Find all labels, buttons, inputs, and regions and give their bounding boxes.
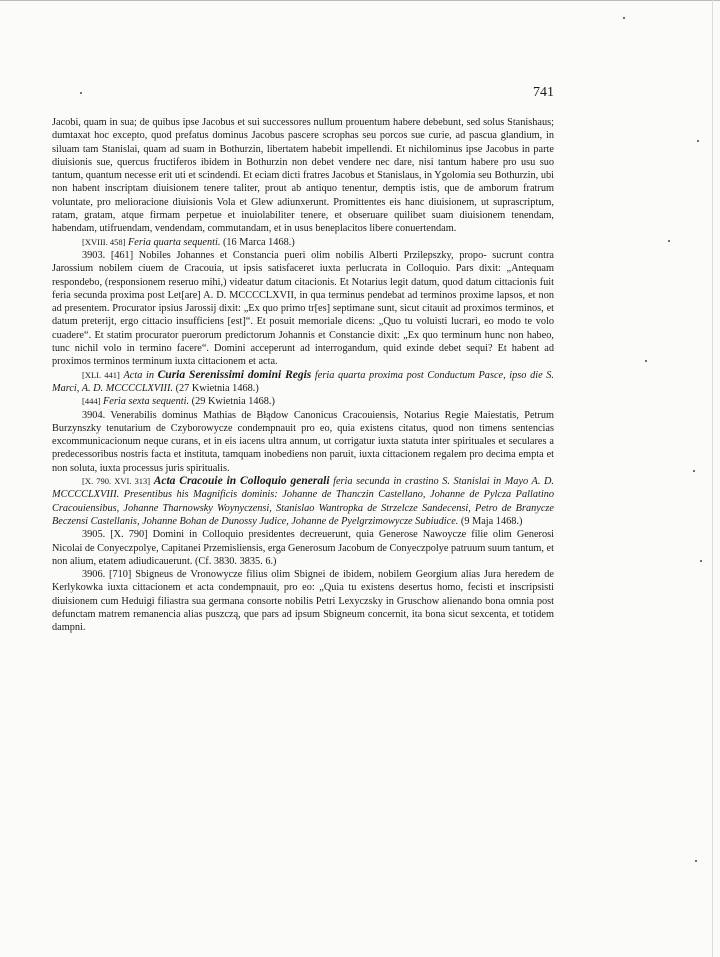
entry-3905: 3905. [X. 790] Domini in Colloquio presidentes decreuerunt, quia Generose Nawoycze filie olim Generosi Nicolai de Conyeczpolye, Capitanei Przemisliensis, erga Generosum Jacobum de Conyeczpolye patruum suum tantum, et non alium, etatem adiudicauerunt. (Cf. 3830. 3835. 6.) <box>52 529 554 567</box>
scan-speck <box>645 360 647 362</box>
entry-3904: 3904. Venerabilis dominus Mathias de Błądow Canonicus Cracouiensis, Notarius Regie Maiestatis, Petrum Burzynszky tenutarium de Czyborowycze condempnauit pro eo, quia existens citatus, quod non timens sentencias excommunicacionum neque curans, et in eis iacens ultra annum, ut corrigatur iuxta statuta inter spirituales et seculares a predecessoribus nostris facta et instituta, tamquam inobediens non paruit, iuxta cittacionem regalem pro decima empta et non soluta, iuxta processus juris spiritualis. <box>52 409 554 474</box>
scan-speck <box>693 470 695 472</box>
scan-speck <box>700 560 702 562</box>
paragraph-continuation: Jacobi, quam in sua; de quibus ipse Jacobus et sui successores nullum prouentum habere debebunt, sed solus Stanishaus; dumtaxat hoc excepto, quod prefatus dominus Jacobus pascere scrophas seu porcos sue curie, ad pascua glandium, in siluam tam Stanislai, quam ad suam in Bothurzin, libertatem habebit impellendi. Et nichilominus ipse Jacobus in parte diuisionis sue, quercus fructiferos ibidem in Bothurzin non debet vendere nec dare, nisi tantum habere pro usu suo tantum, quantum necesse erit uti et scindendi. Et eciam dicti fratres Jacobus et Stanislaus, in Ygolomia seu Bothurzin, ubi non habent inscriptam diuisionem tenere taliter, prout ab antiquo tenentur, demptis istis, que de amborum fratrum voluntate, pro melioracione diuisionis Vola et Glew adiunxerunt. Promittentes eis hanc diuisionem, ut suprascriptum, ratam, gratam, atque firmam perpetue et inuiolabiliter tenere, et obseruare quilibet suam diuisionem tenendam, habendam, utifruendam, vendendam, commutandam, et in usus beneplacitos libere conuertendam. <box>52 117 554 235</box>
heading-date: (9 Maja 1468.) <box>460 515 523 527</box>
heading-bold: Curia Serenissimi domini Regis <box>157 368 312 381</box>
reference-number: [X. 790. XVI. 313] <box>82 476 151 487</box>
scan-speck <box>623 17 625 19</box>
date-plain: (29 Kwietnia 1468.) <box>191 396 275 408</box>
heading-post: feria quarta proxima post Conductum Pasce, ipso die S. Marci, A. D. MCCCCLXVIII. <box>52 369 554 394</box>
right-edge-rule <box>712 0 713 957</box>
scan-speck <box>668 240 670 242</box>
date-italic: Feria sexta sequenti. <box>103 396 190 408</box>
text-body <box>52 116 554 635</box>
date-italic: Feria quarta sequenti. <box>128 236 221 248</box>
scan-speck <box>695 860 697 862</box>
heading-pre: Acta in <box>123 369 155 381</box>
scan-speck <box>697 140 699 142</box>
heading-date: (27 Kwietnia 1468.) <box>175 382 259 394</box>
date-line <box>52 395 554 408</box>
date-plain: (16 Marca 1468.) <box>222 236 295 248</box>
reference-number: [444] <box>82 396 101 407</box>
date-line <box>52 236 554 249</box>
heading-rest: feria secunda in crastino S. Stanislai in Mayo A. D. MCCCCLXVIII. Presentibus his Magnificis dominis: Johanne de Thanczin Castellano, Johanne de Pylcza Pallatino Cracouiensibus, Johanne Tharnowsky Woynyczensi, Stanislao Wantropka de Strzelcze Sandecensi, Petro de Branycze Beczensi Castellanis, Johanne Bohan de Dunossy Judice, Johanne de Pyelgrzimowycze Subiudice. <box>52 476 554 527</box>
page-number: 741 <box>533 85 554 100</box>
section-heading-curia <box>52 369 554 396</box>
heading-bold: Acta Cracouie in Colloquio generali <box>153 475 330 488</box>
section-heading-colloquio <box>52 475 554 528</box>
entry-3903: 3903. [461] Nobiles Johannes et Constancia pueri olim nobilis Alberti Przilepszky, propo- sucrunt contra Jarossium nobilem ciuem de Cracouia, ut ipsis satisfaceret iuxta perlucrata in Colloquio. Pars dixit: „Antequam respondebo, (responsionem reseruo mihi,) videatur datum citacionis. Et Notarius legit datum, quod datum cittacionis fuit feria secunda proxima post Let[are] A. D. MCCCCLXVII, in qua terminus pendebat ad terminos proxime lapsos, et non ad presentem. Procurator ipsius Jarossij dixit: „Ex quo primo tr[es] septimane sunt, sicut citauit ad proximos terminos, et datum preterijt, ergo cittacio insufficiens [est]“. Et posuit memoriale dicens: „Quo tu voluisti lucrari, eo modo te volo cuadere“. Et statim procurator puerorum predictorum Johannis et Constancie dixit: „Ex quo terminum hunc non habeo, tunc nichil volo in termino facere“. Domini acceperunt ad interrogandum, quid exinde debet sequi? Et habent ad proximos terminos terminum iuxta cittacionem et acta. <box>52 249 554 368</box>
reference-number: [XLI. 441] <box>82 369 120 380</box>
top-edge-rule <box>0 0 720 1</box>
entry-3906: 3906. [710] Sbigneus de Vronowycze filius olim Sbignei de ibidem, nobilem Georgium alias Jura heredem de Kerlykowka iuxta cittacionem et acta condempnauit, pro eo: „Quia tu existens desertus homo, fecisti et inscripsisti diuisionem cum Heduigi filiastra sua germana consorte nobilis Petri Lexyczsky in Gruschow alienando bona omnia post defunctam matrem remanencia alias puszczą, que pars ad ipsum Sbigneum concernit, ita bona sicut sexcenta, et totidem dampni. <box>52 569 554 634</box>
reference-number: [XVIII. 458] <box>82 236 126 247</box>
scan-speck <box>80 92 82 94</box>
